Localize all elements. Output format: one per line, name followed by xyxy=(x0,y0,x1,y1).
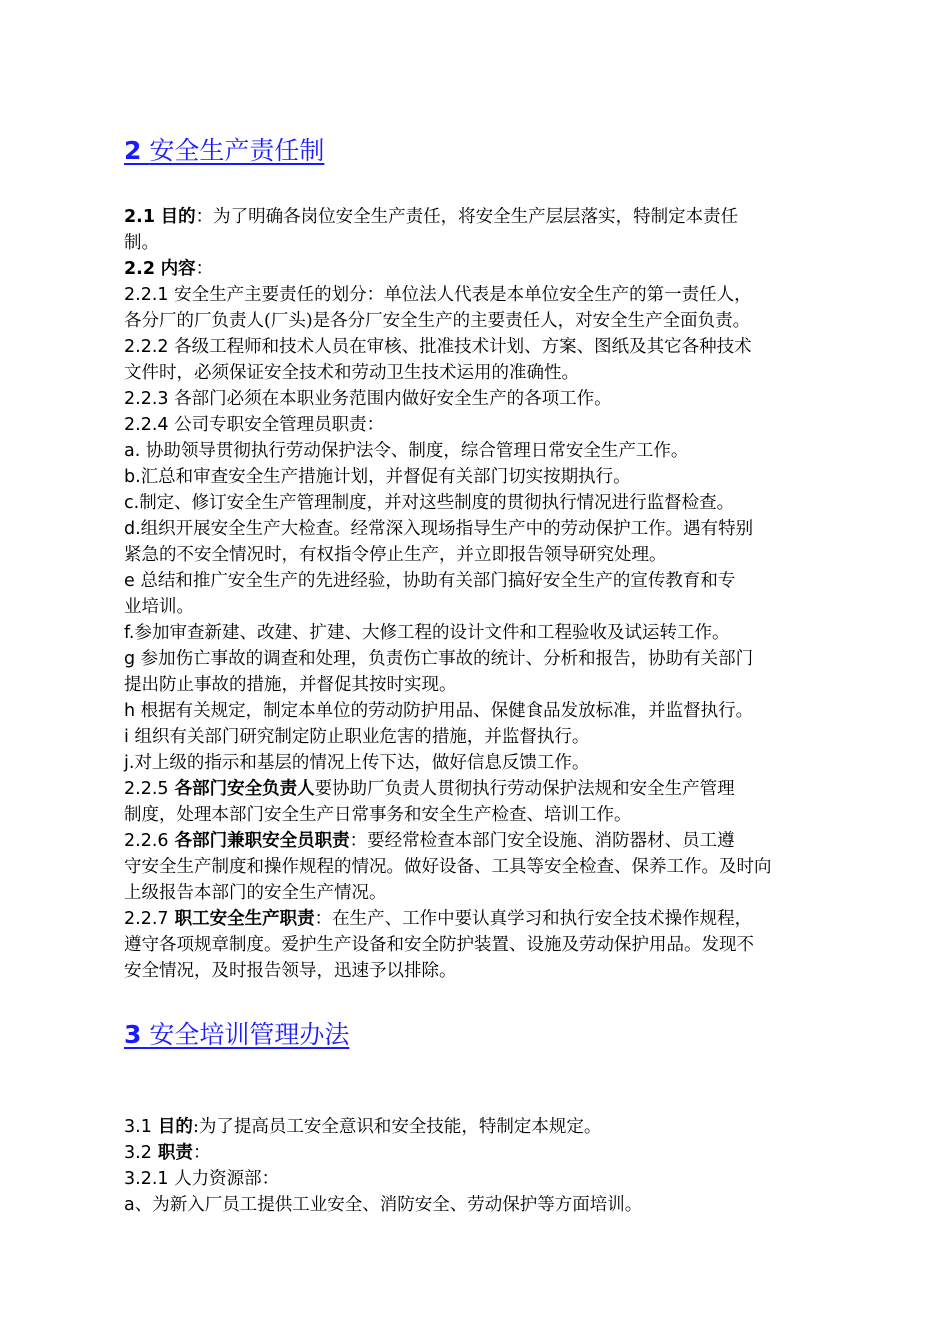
list-item-h: h 根据有关规定，制定本单位的劳动防护用品、保健食品发放标准，并监督执行。 xyxy=(124,701,754,721)
list-item-b: b.汇总和审查安全生产措施计划，并督促有关部门切实按期执行。 xyxy=(124,467,631,487)
list-item-i: i 组织有关部门研究制定防止职业危害的措施，并监督执行。 xyxy=(124,727,590,747)
list-item-g: g 参加伤亡事故的调查和处理，负责伤亡事故的统计、分析和报告，协助有关部门 xyxy=(124,649,754,669)
paragraph-2-2-6-cont2: 上级报告本部门的安全生产情况。 xyxy=(124,883,387,903)
paragraph-2-2-6-cont: 守安全生产制度和操作规程的情况。做好设备、工具等安全检查、保养工作。及时向 xyxy=(124,857,772,877)
paragraph-2-2: 2.2 内容： xyxy=(124,259,214,279)
list-item-g-cont: 提出防止事故的措施，并督促其按时实现。 xyxy=(124,675,457,695)
paragraph-2-2-1-cont: 各分厂的厂负责人(厂头)是各分厂安全生产的主要责任人，对安全生产全面负责。 xyxy=(124,311,751,331)
paragraph-2-2-5: 2.2.5 各部门安全负责人要协助厂负责人贯彻执行劳动保护法规和安全生产管理 xyxy=(124,779,735,799)
paragraph-2-2-2: 2.2.2 各级工程师和技术人员在审核、批准技术计划、方案、图纸及其它各种技术 xyxy=(124,337,752,357)
paragraph-2-1: 2.1 目的：为了明确各岗位安全生产责任，将安全生产层层落实，特制定本责任 xyxy=(124,207,739,227)
list-item-f: f.参加审查新建、改建、扩建、大修工程的设计文件和工程验收及试运转工作。 xyxy=(124,623,730,643)
list-item-c: c.制定、修订安全生产管理制度，并对这些制度的贯彻执行情况进行监督检查。 xyxy=(124,493,735,513)
paragraph-3-2: 3.2 职责： xyxy=(124,1143,211,1163)
paragraph-2-2-3: 2.2.3 各部门必须在本职业务范围内做好安全生产的各项工作。 xyxy=(124,389,612,409)
paragraph-2-2-5-cont: 制度，处理本部门安全生产日常事务和安全生产检查、培训工作。 xyxy=(124,805,632,825)
paragraph-3-1: 3.1 目的:为了提高员工安全意识和安全技能，特制定本规定。 xyxy=(124,1117,602,1137)
paragraph-2-2-7-cont: 遵守各项规章制度。爱护生产设备和安全防护装置、设施及劳动保护用品。发现不 xyxy=(124,935,754,955)
paragraph-2-1-cont: 制。 xyxy=(124,233,159,253)
list-item-e: e 总结和推广安全生产的先进经验，协助有关部门搞好安全生产的宣传教育和专 xyxy=(124,571,736,591)
paragraph-2-2-7: 2.2.7 职工安全生产职责：在生产、工作中要认真学习和执行安全技术操作规程， xyxy=(124,909,753,929)
list-item-a: a. 协助领导贯彻执行劳动保护法令、制度，综合管理日常安全生产工作。 xyxy=(124,441,689,461)
paragraph-2-2-6: 2.2.6 各部门兼职安全员职责：要经常检查本部门安全设施、消防器材、员工遵 xyxy=(124,831,735,851)
list-item-j: j.对上级的指示和基层的情况上传下达，做好信息反馈工作。 xyxy=(124,753,590,773)
paragraph-3-2-1: 3.2.1 人力资源部： xyxy=(124,1169,280,1189)
paragraph-2-2-4: 2.2.4 公司专职安全管理员职责： xyxy=(124,415,385,435)
section-2-heading[interactable]: 2 安全生产责任制 xyxy=(124,136,325,165)
list-item-e-cont: 业培训。 xyxy=(124,597,194,617)
section-3-heading[interactable]: 3 安全培训管理办法 xyxy=(124,1020,350,1049)
paragraph-2-2-2-cont: 文件时，必须保证安全技术和劳动卫生技术运用的准确性。 xyxy=(124,363,579,383)
paragraph-2-2-1: 2.2.1 安全生产主要责任的划分：单位法人代表是本单位安全生产的第一责任人， xyxy=(124,285,752,305)
paragraph-2-2-7-cont2: 安全情况，及时报告领导，迅速予以排除。 xyxy=(124,961,457,981)
list-item-d: d.组织开展安全生产大检查。经常深入现场指导生产中的劳动保护工作。遇有特别 xyxy=(124,519,754,539)
list-item-3-a: a、为新入厂员工提供工业安全、消防安全、劳动保护等方面培训。 xyxy=(124,1195,643,1215)
list-item-d-cont: 紧急的不安全情况时，有权指令停止生产，并立即报告领导研究处理。 xyxy=(124,545,667,565)
